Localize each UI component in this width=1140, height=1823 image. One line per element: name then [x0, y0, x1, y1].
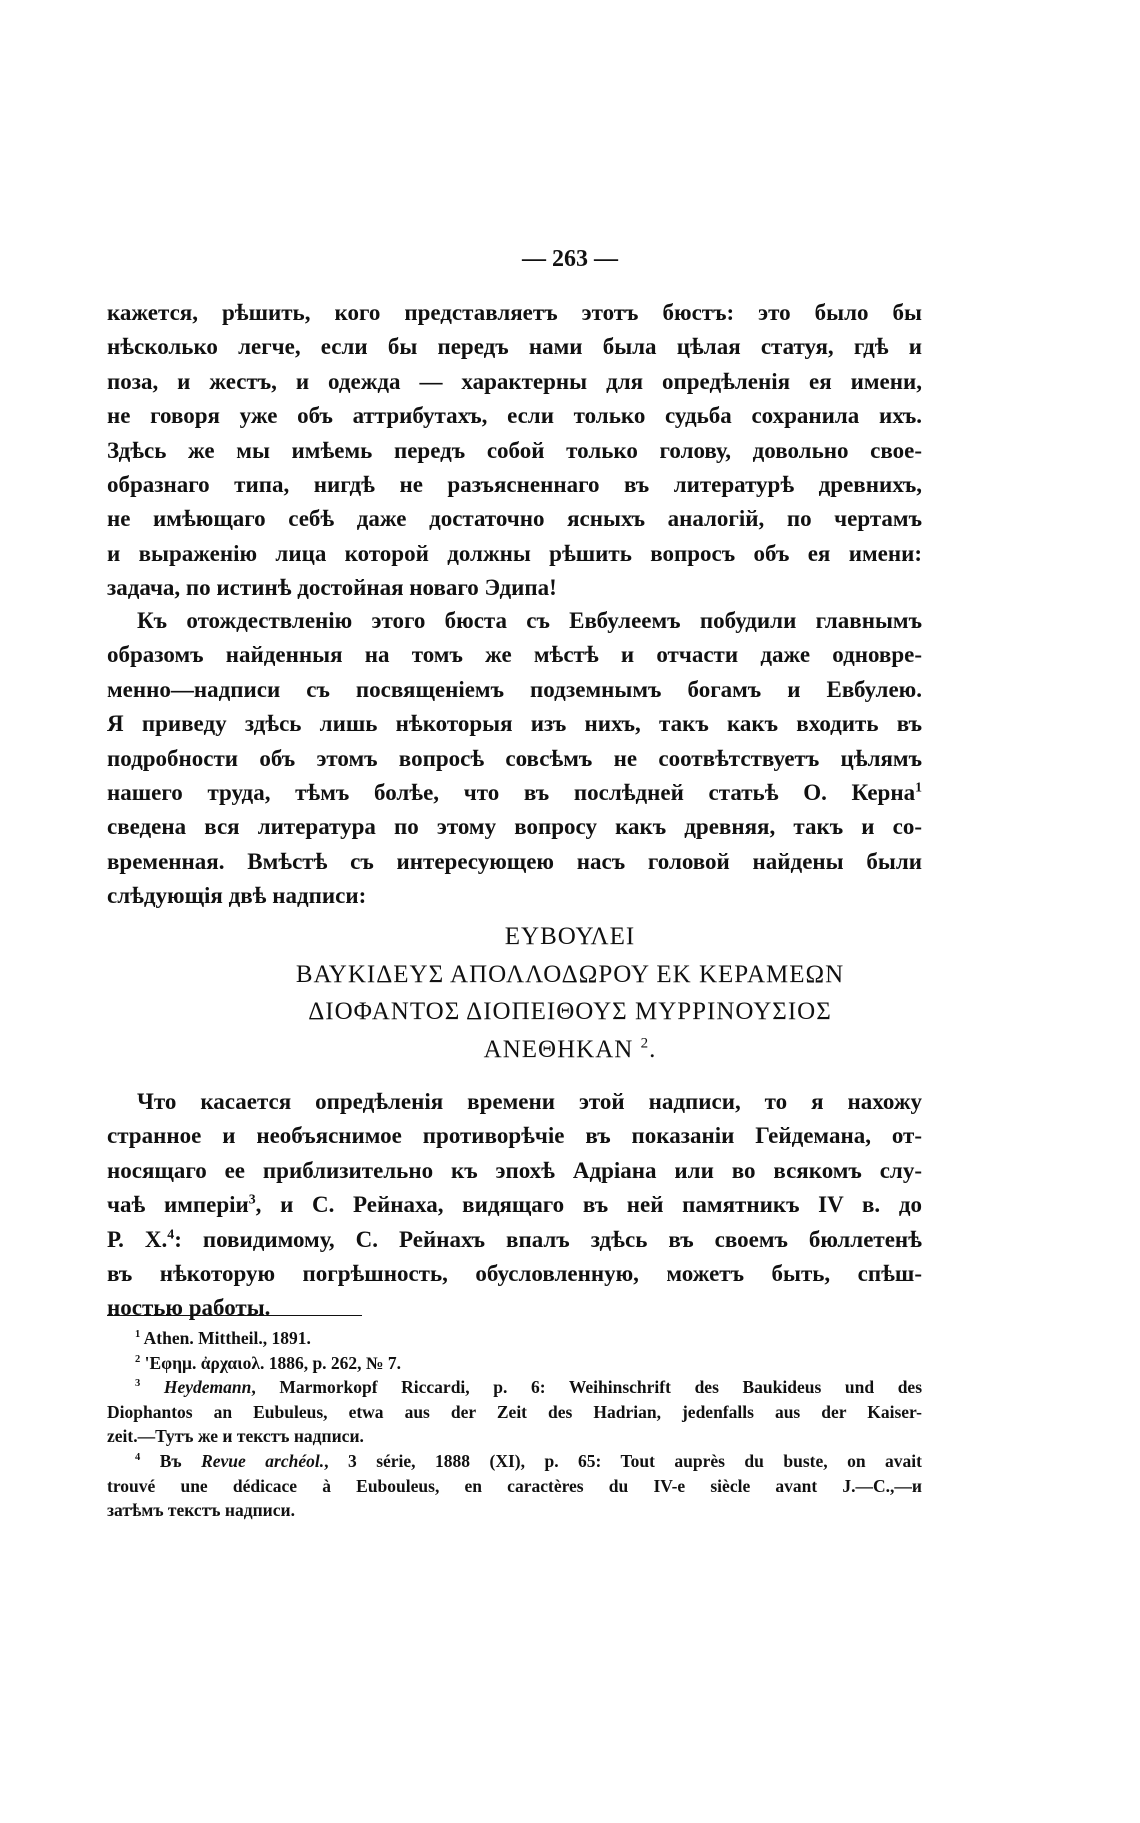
text-line: образомъ найденныя на томъ же мѣстѣ и отчасти даже одновре- — [107, 642, 922, 668]
text-line: кажется, рѣшить, кого представляетъ этотъ бюстъ: это было бы — [107, 300, 922, 325]
footnotes — [107, 1326, 922, 1523]
text-line: Я приведу здѣсь лишь нѣкоторыя изъ нихъ, такъ какъ входить въ — [107, 711, 922, 737]
footnote-text: Въ — [159, 1450, 202, 1471]
paragraph-1 — [107, 296, 922, 606]
inscription-line: ΕΥΒΟΥΛΕΙ — [504, 923, 636, 950]
text-line: и выраженію лица которой должны рѣшить вопросъ объ ея имени: — [107, 540, 922, 566]
footnote-journal: Revue archéol. — [201, 1450, 325, 1471]
text-line: ностью работы. — [107, 1295, 271, 1321]
text-line: образнаго типа, нигдѣ не разъясненнаго въ литературѣ древнихъ, — [107, 472, 922, 498]
text-line: странное и необъяснимое противорѣчіе въ показаніи Гейдемана, от- — [107, 1123, 922, 1149]
text-line: носящаго ее приблизительно къ эпохѣ Адріана или во всякомъ слу- — [107, 1157, 922, 1183]
footnote-1 — [107, 1326, 922, 1351]
text-line: Здѣсь же мы имѣемь передъ собой только голову, довольно свое- — [107, 437, 922, 463]
text-line: Что касается опредѣленія времени этой надписи, то я нахожу — [137, 1089, 922, 1114]
text-line: временная. Вмѣстѣ съ интересующею насъ головой найдены были — [107, 848, 922, 874]
footnote-2 — [107, 1351, 922, 1376]
line-text: чаѣ имперіи — [107, 1192, 249, 1218]
footnote-3 — [107, 1375, 922, 1400]
paragraph-3 — [107, 1085, 922, 1326]
line-text: , и С. Рейнаха, видящаго въ ней памятникъ IV в. до — [255, 1192, 922, 1218]
inscription-line: ΔΙΟΦΑΝΤΟΣ ΔΙΟΠΕΙΘΟΥΣ ΜΥΡΡΙΝΟΥΣΙΟΣ — [308, 998, 832, 1025]
footnote-4-line-2: trouvé une dédicace à Eubouleus, en caractères du IV-e siècle avant J.—C.,—и — [107, 1475, 922, 1496]
footnote-number: 4 — [135, 1452, 141, 1464]
footnote-ref: 3 — [248, 1191, 256, 1207]
text-line — [107, 776, 922, 810]
text-line: не говоря уже объ аттрибутахъ, если только судьба сохранила ихъ. — [107, 403, 922, 429]
footnote-3-line-2: Diophantos an Eubuleus, etwa aus der Zeit des Hadrian, jedenfalls aus der Kaiser- — [107, 1401, 922, 1422]
inscription-end: . — [649, 1035, 657, 1063]
footnote-text: 'Εφημ. ἀρχαιολ. 1886, p. 262, № 7. — [144, 1352, 402, 1373]
footnote-author: Heydemann — [163, 1377, 252, 1398]
footnote-3-line-3: zeit.—Тутъ же и текстъ надписи. — [107, 1426, 364, 1447]
footnote-text: , 3 série, 1888 (XI), p. 65: Tout auprès du buste, on avait — [324, 1450, 923, 1471]
text-line: поза, и жестъ, и одежда — характерны для опредѣленія ея имени, — [107, 368, 922, 394]
inscription-text: ΑΝΕΘΗΚΑΝ — [483, 1035, 634, 1063]
inscription-line: ΒΑΥΚΙΔΕΥΣ ΑΠΟΛΛΟΔΩΡΟΥ ΕΚ ΚΕΡΑΜΕΩΝ — [295, 960, 845, 988]
text-line: сведена вся литература по этому вопросу какъ древняя, такъ и со- — [107, 814, 922, 840]
text-line: не имѣющаго себѣ даже достаточно ясныхъ аналогій, по чертамъ — [107, 506, 922, 532]
text-line: въ нѣкоторую погрѣшность, обусловленную, можетъ быть, спѣш- — [107, 1261, 922, 1287]
text-line: менно—надписи съ посвященіемъ подземнымъ богамъ и Евбулею. — [107, 676, 922, 702]
footnote-ref: 1 — [915, 779, 922, 795]
line-text: нашего труда, тѣмъ болѣе, что въ послѣдней статьѣ О. Керна — [107, 780, 916, 806]
text-line — [107, 1223, 922, 1257]
paragraph-2 — [107, 604, 922, 914]
text-line — [107, 1188, 922, 1222]
footnote-number: 3 — [135, 1378, 141, 1390]
footnote-text: Athen. Mittheil., 1891. — [143, 1328, 311, 1348]
footnote-4 — [107, 1449, 922, 1474]
text-line: нѣсколько легче, если бы передъ нами была цѣлая статуя, гдѣ и — [107, 334, 922, 360]
footnote-number: 1 — [135, 1329, 141, 1341]
greek-inscription — [0, 918, 1140, 1068]
footnote-4-line-3: затѣмъ текстъ надписи. — [107, 1500, 295, 1521]
footnote-ref: 4 — [167, 1225, 175, 1241]
footnote-ref: 2 — [640, 1035, 650, 1052]
inscription-line — [0, 1031, 1140, 1069]
line-text: : повидимому, С. Рейнахъ впалъ здѣсь въ своемъ бюллетенѣ — [174, 1226, 922, 1252]
footnote-text: , Marmorkopf Riccardi, p. 6: Weihinschrift des Baukideus und des — [251, 1377, 923, 1398]
line-text: Р. Х. — [107, 1226, 168, 1252]
text-line: задача, по истинѣ достойная новаго Эдипа! — [107, 575, 557, 601]
page-number: — 263 — — [522, 246, 618, 272]
text-line: подробности объ этомъ вопросѣ совсѣмъ не соотвѣтствуетъ цѣлямъ — [107, 745, 922, 771]
footnote-divider — [107, 1315, 362, 1316]
text-line: слѣдующія двѣ надписи: — [107, 883, 367, 909]
footnote-number: 2 — [135, 1353, 141, 1365]
text-line: Къ отождествленію этого бюста съ Евбулеемъ побудили главнымъ — [137, 608, 922, 633]
